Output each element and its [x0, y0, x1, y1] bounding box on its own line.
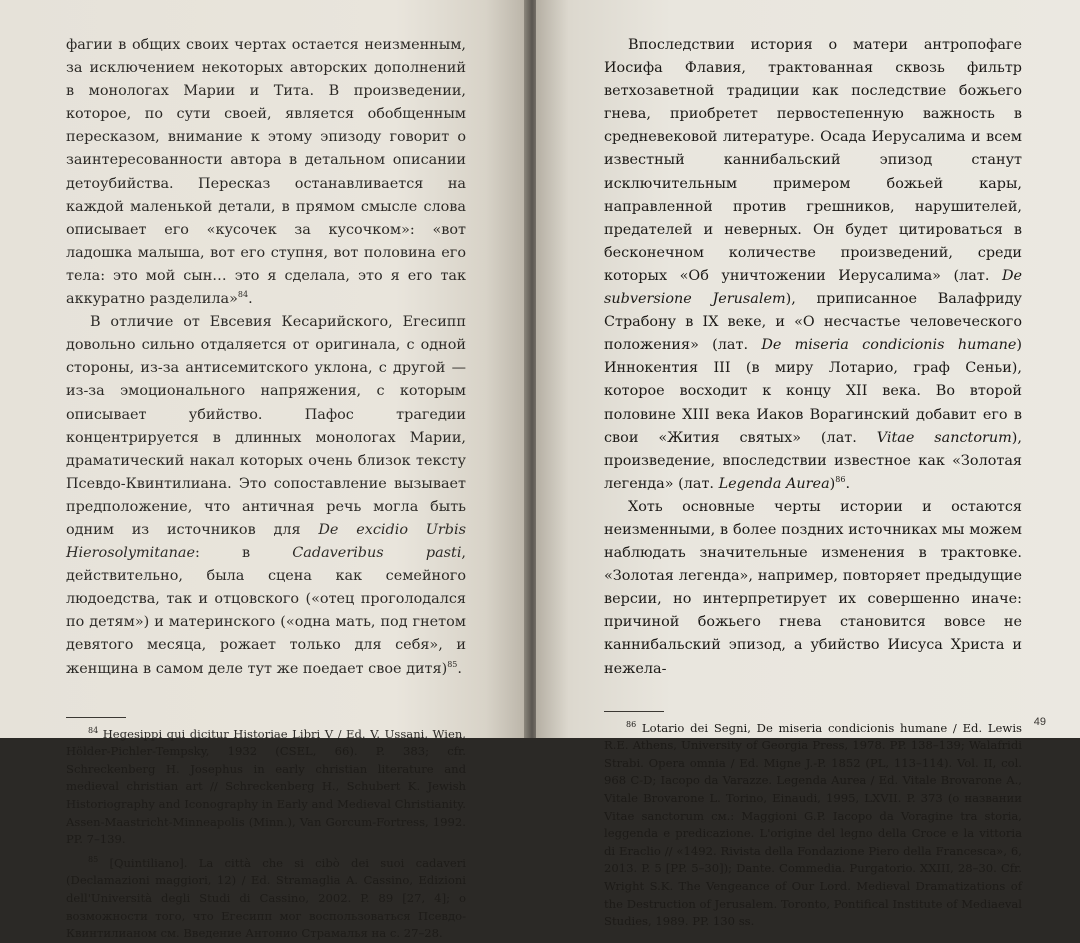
- text-run: .: [845, 475, 851, 492]
- text-run: фагии в общих своих чертах остается неизменным, за исключением некоторых авторских дополнений в монологах Марии и Тита. В произведении, которое, по сути своей, является обобщенным пересказом, внимание к этому эпизоду говорит о заинтересованности автора в детальном описании детоубийства. Пересказ останавливается на каждой маленькой детали, в прямом смысле слова описывает его «кусочек за кусочком»: «вот ладошка малыша, вот его ступня, вот половина его тела: это мой сын… это я сделала, это я его так аккуратно разделила»: [66, 37, 466, 308]
- left-page: [0, 0, 528, 941]
- italic-title: De miseria condicionis humane: [761, 337, 1017, 354]
- text-run: .: [248, 291, 253, 308]
- footnote-ref-85[interactable]: 85: [447, 659, 458, 669]
- text-run: .: [457, 660, 462, 677]
- italic-title: Vitae sanctorum: [876, 429, 1012, 446]
- page-number: 49: [1033, 716, 1046, 728]
- footnote-number: 84: [88, 725, 99, 735]
- italic-title: De excidio Urbis Hierosolymitanae: [66, 521, 466, 562]
- text-run: ): [829, 475, 836, 492]
- left-paragraph-1: [66, 34, 466, 311]
- text-run: : в: [194, 545, 293, 562]
- right-paragraph-1: [604, 34, 1022, 496]
- text-run: Впоследствии история о матери антропофаге Иосифа Флавия, трактованная сквозь фильтр ветхозаветной традиции как последствие божьего гнева, приобретет первостепенную важность в средневековой литературе. Осада Иерусалима и всем известный каннибальский эпизод станут исключительным примером божьей кары, направленной против грешников, нарушителей, предателей и неверных. Он будет цитироваться в бесконечном количестве произведений, среди которых «Об уничтожении Иерусалима» (лат.: [604, 37, 1022, 284]
- footnote-ref-84[interactable]: 84: [237, 290, 249, 300]
- footnote-divider: [66, 717, 126, 718]
- footnote-86: [604, 720, 1022, 931]
- italic-title: Legenda Aurea: [718, 475, 830, 492]
- footnote-text: Hegesippi qui dicitur Historiae Libri V / Ed. V. Ussani, Wien, Hölder-Pichler-Tempsky, 1932 (CSEL, 66). P. 383; cfr. Schreckenberg H. Josephus in early christian literature and medieval christian art // Schreckenberg H., Schubert K. Jewish Historiography and Iconography in Early and Medieval Christianity. Assen-Maastricht-Minneapolis (Minn.), Van Gorcum-Fortress, 1992. PP. 7–139.: [66, 726, 466, 847]
- text-run: ), произведение, впоследствии известное как «Золотая легенда» (лат.: [604, 429, 1022, 492]
- text-run: В отличие от Евсевия Кесарийского, Егесипп довольно сильно отдаляется от оригинала, с одной стороны, из-за антисемитского уклона, с другой — из-за эмоционального напряжения, с которым описывает убийство. Пафос трагедии концентрируется в длинных монологах Марии, драматический накал которых очень близок тексту Псевдо-Квинтилиана. Это сопоставление вызывает предположение, что античная речь могла быть одним из источников для: [66, 314, 466, 538]
- text-run: , действительно, была сцена как семейного людоедства, так и отцовского («отец проголодался по детям») и материнского («одна мать, под гнетом девятого месяца, рожает только для себя», и женщина в самом деле тут же поедает свое дитя): [66, 545, 466, 677]
- footnote-text: [Quintiliano]. La città che si cibò dei suoi cadaveri (Declamazioni maggiori, 12) / Ed. Stramaglia A. Cassino, Edizioni dell'Università degli Studi di Cassino, 2002. P. 89 [27, 4]; о возможности того, что Егесипп мог воспользоваться Псевдо-Квинтилианом см. Введение Антонио Страмалья на с. 27–28.: [66, 855, 467, 941]
- footnote-number: 86: [626, 719, 637, 729]
- footnote-ref-86[interactable]: 86: [835, 474, 846, 484]
- footnote-text: Lotario dei Segni, De miseria condicionis humane / Ed. Lewis R.E. Athens, University of Georgia Press, 1978. PP. 138–139; Walafridi Strabi. Opera omnia / Ed. Migne J.-P. 1852 (PL, 113–114). Vol. II, col. 968 C-D; Iacopo da Varazze. Legenda Aurea / Ed. Vitale Brovarone A., Vitale Brovarone L. Torino, Einaudi, 1995, LXVII. P. 373 (о названии Vitae sanctorum см.: Maggioni G.P. Iacopo da Voragine tra storia, leggenda e predicazione. L'origine del legno della Croce e la vittoria di Eraclio // «1492. Rivista della Fondazione Piero della Francesca», 6, 2013. P. 5 [PP. 5–30]); Dante. Commedia. Purgatorio. XXIII, 28–30. Cfr. Wright S.K. The Vengeance of Our Lord. Medieval Dramatizations of the Destruction of Jerusalem. Toronto, Pontifical Institute of Mediaeval Studies, 1989. PP. 130 ss.: [604, 720, 1023, 929]
- text-run: Хоть основные черты истории и остаются неизменными, в более поздних источниках мы можем наблюдать значительные изменения в трактовке. «Золотая легенда», например, повторяет предыдущие версии, но интерпретирует их совершенно иначе: причиной божьего гнева становится вовсе не каннибальский эпизод, а убийство Иисуса Христа и нежела-: [604, 498, 1022, 677]
- text-run: ) Иннокентия III (в миру Лотарио, граф Сеньи), которое восходит к концу XII века. Во второй половине XIII века Иаков Ворагинский добавит его в свои «Жития святых» (лат.: [604, 337, 1022, 446]
- right-page: [536, 0, 1080, 929]
- footnote-84: [66, 726, 466, 849]
- right-paragraph-2: [604, 496, 1022, 681]
- left-paragraph-2: [66, 311, 466, 681]
- footnote-85: [66, 855, 466, 943]
- text-run: ), приписанное Валафриду Страбону в IX веке, и «О несчастье человеческого положения» (лат.: [604, 291, 1022, 354]
- italic-title: De subversione Jerusalem: [604, 267, 1022, 308]
- footnote-number: 85: [88, 854, 99, 864]
- footnote-divider: [604, 711, 664, 712]
- italic-title: Cadaveribus pasti: [292, 545, 462, 562]
